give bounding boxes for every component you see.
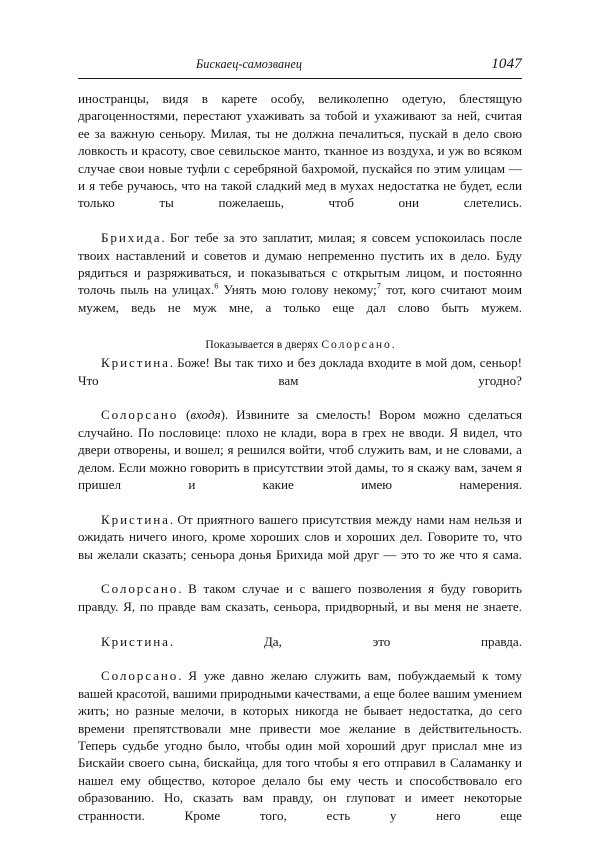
paragraph-speech-solorsano-3 [78,667,522,841]
paragraph-speech-solorsano-1 [78,406,522,510]
paragraph-text-2: Унять мою голову некому; [218,282,377,298]
paragraph-text: Я уже давно желаю служить вам, побуждаемый к тому вашей красотой, вашими природными качествами, а еще более вашим умением жить; но разные мелочи, в которых никогда не бывает недостатка, до сего времени препятствовали мне привести мое желание в действительность. Теперь судьбе угодно было, чтобы один мой хороший друг прислал мне из Бискайи своего сына, бискайца, для того чтобы я его отправил в Саламанку и нашел ему общество, которое делало бы ему честь и способствовало его образованию. Но, сказать вам правду, он глуповат и имеет некоторые странности. Кроме того, есть у него еще [78,668,522,823]
inline-stage-direction-close: ). [220,407,237,423]
body-text [78,90,522,841]
paragraph-text: Извините за смелость! Вором можно сделаться случайно. По пословице: плохо не клади, вора в грех не вводи. Я видел, что двери отворены, и вошел; я решился войти, чтоб служить вам, и не словами, а делом. Если можно говорить в присутствии этой дамы, то я скажу вам, зачем я пришел и какие имею намерения. [78,407,522,492]
paragraph-text: Бог тебе за это заплатит, милая; я совсем успокоилась после твоих наставлений и советов и думаю непременно пустить их в дело. Буду рядиться и разряживаться, и показываться с открытым лицом, и постоянно толочь пыль на улицах. [78,230,522,298]
paragraph-speech-cristina-1 [78,354,522,406]
stage-direction-entrance [78,334,522,354]
paragraph-speech-solorsano-2 [78,580,522,632]
paragraph-speech-cristina-3 [78,633,522,668]
speaker-separator: . [169,511,178,527]
running-head [78,56,522,76]
speaker-separator: . [169,633,264,649]
speaker-separator: . [178,668,189,684]
paragraph-text-3: тот, кого считают моим мужем, ведь не муж мне, а только еще дал слово быть мужем. [78,282,523,315]
paragraph-continuation [78,90,522,229]
speaker-separator: . [161,230,170,246]
paragraph-text: В таком случае и с вашего позволения я буду говорить правду. Я, по правде вам сказать, сеньора, придворный, и вы меня не знаете. [78,581,522,614]
speaker-name: Солорсано [101,581,179,597]
paragraph-text: От приятного вашего присутствия между нами нам нельзя и ожидать ничего иного, кроме хороших слов и хороших дел. Говорите то, что вы желали сказать; сеньора донья Брихида мой друг — это то же что я сама. [78,511,522,562]
stage-direction-text: Показывается в дверях [205,337,322,351]
footnote-marker-6[interactable]: 6 [214,282,219,292]
stage-direction-character-name: Солорсано [321,337,392,351]
stage-direction-punctuation: . [391,337,395,351]
paragraph-speech-cristina-2 [78,511,522,581]
speaker-separator: ( [178,407,191,423]
speaker-name: Брихида [101,230,162,246]
footnote-marker-7[interactable]: 7 [376,282,381,292]
speaker-separator: . [169,355,178,371]
page-number: 1047 [491,56,522,72]
paragraph-text: Да, это правда. [263,633,523,649]
speaker-name: Солорсано [101,407,179,423]
speaker-separator: . [178,581,189,597]
paragraph-speech-brigida [78,229,522,333]
speaker-name: Кристина [101,633,170,649]
running-head-title: Бискаец-самозванец [196,57,303,71]
header-rule [78,78,522,79]
inline-stage-direction: входя [190,407,221,423]
paragraph-text: иностранцы, видя в карете особу, великолепно одетую, блестящую драгоценностями, перестают ухаживать за тобой и ухаживают за ней, считая ее за важную сеньору. Милая, ты не должна печалиться, пускай в дело свою ловкость и красоту, свое севильское манто, тканное из воздуха, и уж во всяком случае свои новые туфли с серебряной бахромой, пускайся по этим улицам — и я тебе ручаюсь, что на такой сладкий мед в мухах недостатка не будет, если только ты пожелаешь, чтоб они слетелись. [78,91,522,211]
paragraph-text: Боже! Вы так тихо и без доклада входите в мой дом, сеньор! Что вам угодно? [78,355,523,388]
speaker-name: Кристина [101,511,170,527]
speaker-name: Солорсано [101,668,179,684]
speaker-name: Кристина [101,355,170,371]
